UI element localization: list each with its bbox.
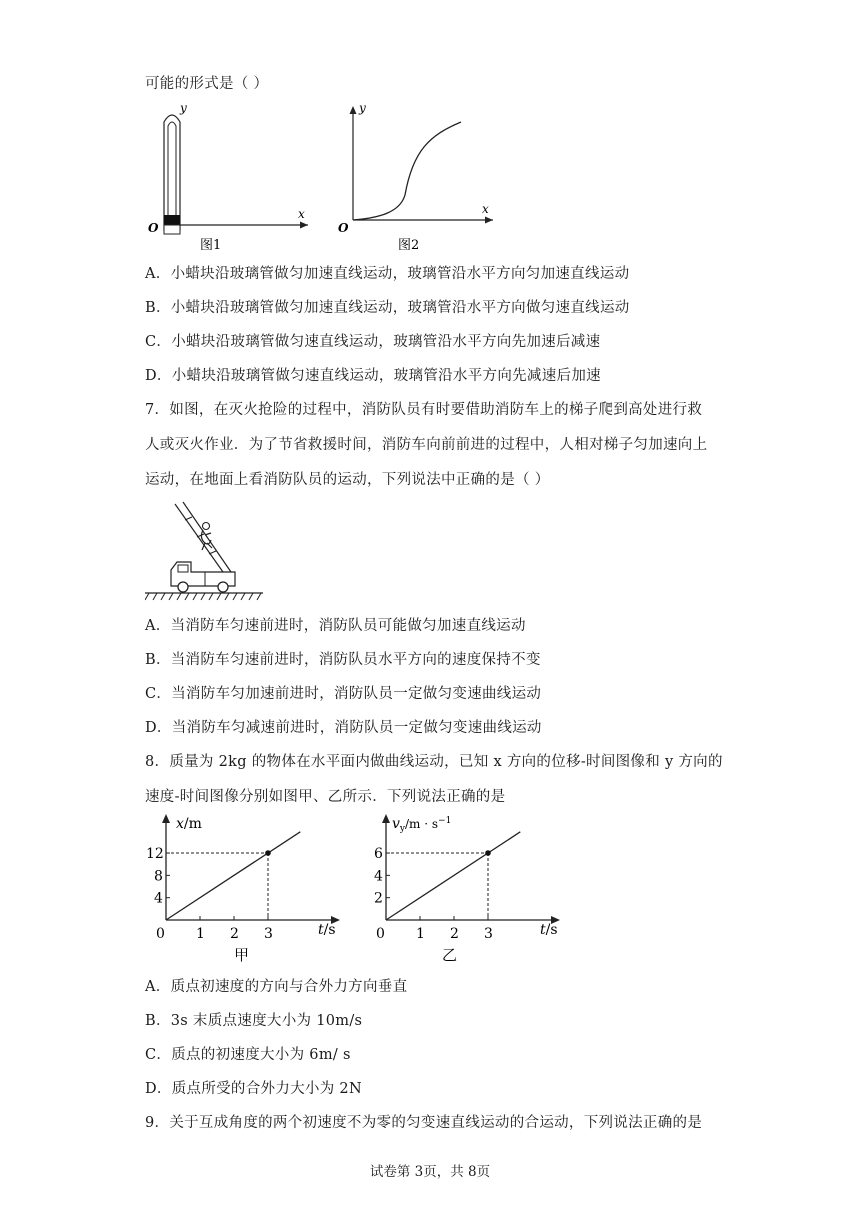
page-footer: 试卷第 3页，共 8页 [369,1164,491,1180]
x-tick-label: 0 [156,926,165,942]
y-tick-label: 2 [374,890,383,907]
chart-jia-x-label: t/s [318,922,336,938]
q7-option-b: B．当消防车匀速前进时，消防队员水平方向的速度保持不变 [145,652,541,668]
fig2-y-label: y [359,101,366,115]
q7-stem-line-3: 运动，在地面上看消防队员的运动，下列说法中正确的是（ ） [145,472,550,488]
q7-stem-line-2: 人或灭火作业．为了节省救援时间，消防车向前前进的过程中，人相对梯子匀加速向上 [145,437,708,453]
x-tick-label: 0 [376,926,385,942]
x-tick-label: 1 [196,926,205,942]
chart-jia-displacement [140,808,355,968]
fig1-caption: 图1 [200,238,222,250]
y-axis-arrow [162,814,170,823]
q8-option-c: C．质点的初速度大小为 6m/ s [145,1047,351,1063]
x-tick-label: 3 [264,926,273,942]
y-tick-label: 12 [146,846,164,863]
figure-2-trajectory [335,100,500,250]
y-axis-arrow [382,814,390,823]
q7-option-d: D．当消防车匀减速前进时，消防队员一定做匀变速曲线运动 [145,720,542,736]
series-line [386,832,520,920]
data-point [485,850,491,856]
q8-option-b: B．3s 末质点速度大小为 10m/s [145,1013,363,1029]
q6-option-b: B．小蜡块沿玻璃管做匀加速直线运动，玻璃管沿水平方向做匀速直线运动 [145,300,630,316]
q7-option-a: A．当消防车匀速前进时，消防队员可能做匀加速直线运动 [145,618,526,634]
chart-yi-x-label: t/s [540,922,558,938]
figure-1-glass-tube [140,100,320,250]
q8-stem-line-1: 8．质量为 2kg 的物体在水平面内做曲线运动，已知 x 方向的位移-时间图像和 y 方向的 [145,754,723,770]
q8-option-d: D．质点所受的合外力大小为 2N [145,1081,362,1097]
figure-fire-truck [145,500,265,605]
x-tick-label: 2 [450,926,459,942]
data-point [265,850,271,856]
chart-jia-y-label: x/m [176,816,202,832]
fig1-origin-label: O [148,221,159,235]
chart-yi-velocity [360,808,575,968]
fig2-x-label: x [482,202,489,216]
y-tick-label: 4 [154,890,163,907]
q6-stem-tail: 可能的形式是（ ） [145,76,269,92]
q9-stem: 9．关于互成角度的两个初速度不为零的匀变速直线运动的合运动，下列说法正确的是 [145,1115,703,1131]
q7-stem-line-1: 7．如图，在灭火抢险的过程中，消防队员有时要借助消防车上的梯子爬到高处进行救 [145,402,703,418]
y-tick-label: 8 [154,868,163,885]
fig1-y-label: y [180,101,187,115]
q6-option-a: A．小蜡块沿玻璃管做匀加速直线运动，玻璃管沿水平方向匀加速直线运动 [145,266,630,282]
q8-option-a: A．质点初速度的方向与合外力方向垂直 [145,979,408,995]
series-line [166,832,300,920]
chart-yi-y-label: $v_y/m \cdot s^{-1}$ [392,816,452,834]
fig2-caption: 图2 [398,238,420,250]
q8-stem-line-2: 速度-时间图像分别如图甲、乙所示．下列说法正确的是 [145,789,506,805]
x-tick-label: 2 [230,926,239,942]
x-tick-label: 1 [416,926,425,942]
chart-jia-caption: 甲 [234,946,250,964]
x-tick-label: 3 [484,926,493,942]
fig1-x-label: x [298,207,305,221]
y-tick-label: 4 [374,868,383,885]
chart-yi-caption: 乙 [442,946,458,964]
fig2-origin-label: O [338,221,349,235]
y-tick-label: 6 [374,846,383,863]
q6-option-d: D．小蜡块沿玻璃管做匀速直线运动，玻璃管沿水平方向先减速后加速 [145,368,601,384]
q7-option-c: C．当消防车匀加速前进时，消防队员一定做匀变速曲线运动 [145,686,542,702]
q6-option-c: C．小蜡块沿玻璃管做匀速直线运动，玻璃管沿水平方向先加速后减速 [145,334,601,350]
